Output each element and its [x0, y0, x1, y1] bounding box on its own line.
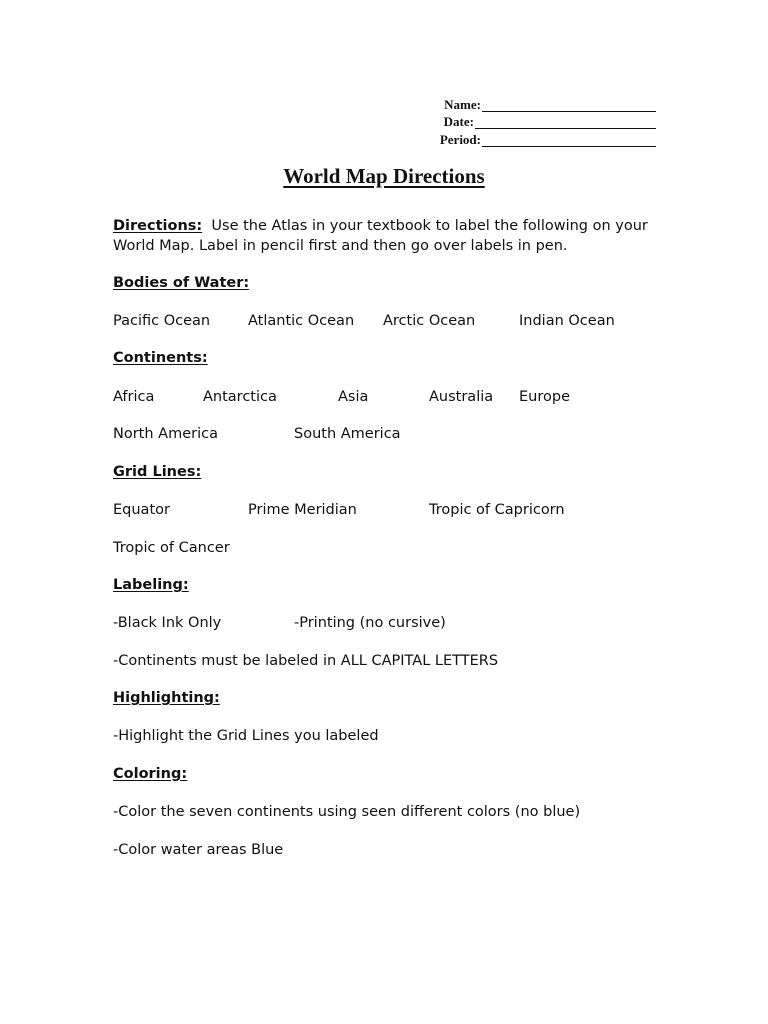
name-label: Name:	[444, 96, 481, 112]
list-item: Prime Meridian	[248, 502, 357, 518]
page-title: World Map Directions	[283, 164, 485, 188]
list-item: -Printing (no cursive)	[294, 615, 446, 631]
name-field[interactable]	[426, 94, 656, 112]
labeling-heading: Labeling:	[113, 577, 189, 593]
list-item: Europe	[519, 389, 570, 405]
list-item: Asia	[338, 389, 369, 405]
directions-paragraph	[113, 216, 673, 256]
period-field[interactable]	[426, 129, 656, 147]
list-item: -Black Ink Only	[113, 615, 222, 631]
directions-text: Use the Atlas in your textbook to label the following on your World Map. Label in pencil first and then go over labels in pen.	[113, 218, 648, 254]
name-blank-line[interactable]	[482, 99, 656, 112]
student-info-fields	[426, 94, 656, 147]
list-item: Atlantic Ocean	[248, 313, 355, 329]
coloring-heading: Coloring:	[113, 766, 188, 782]
list-item: Tropic of Capricorn	[429, 502, 565, 518]
grid-lines-heading: Grid Lines:	[113, 464, 202, 480]
list-item: Pacific Ocean	[113, 313, 211, 329]
bodies-of-water-heading: Bodies of Water:	[113, 275, 250, 291]
date-blank-line[interactable]	[475, 116, 656, 129]
list-item: Antarctica	[203, 389, 277, 405]
list-item: Australia	[429, 389, 494, 405]
highlighting-heading: Highlighting:	[113, 690, 220, 706]
coloring-water-rule: -Color water areas Blue	[113, 842, 284, 858]
date-label: Date:	[443, 114, 474, 129]
labeling-capital-letters-rule: -Continents must be labeled in ALL CAPITAL LETTERS	[113, 653, 499, 669]
date-field[interactable]	[426, 112, 656, 130]
coloring-continents-rule: -Color the seven continents using seen different colors (no blue)	[113, 804, 581, 820]
directions-label: Directions:	[113, 218, 203, 234]
page-title-wrapper	[0, 164, 768, 189]
list-item: Africa	[113, 389, 155, 405]
list-item: South America	[294, 426, 401, 442]
period-blank-line[interactable]	[482, 134, 656, 147]
list-item: Indian Ocean	[519, 313, 615, 329]
highlighting-rule: -Highlight the Grid Lines you labeled	[113, 728, 379, 744]
list-item: North America	[113, 426, 218, 442]
list-item: Arctic Ocean	[383, 313, 476, 329]
continents-heading: Continents:	[113, 350, 208, 366]
list-item: Tropic of Cancer	[113, 540, 230, 556]
list-item: Equator	[113, 502, 170, 518]
period-label: Period:	[439, 131, 481, 147]
